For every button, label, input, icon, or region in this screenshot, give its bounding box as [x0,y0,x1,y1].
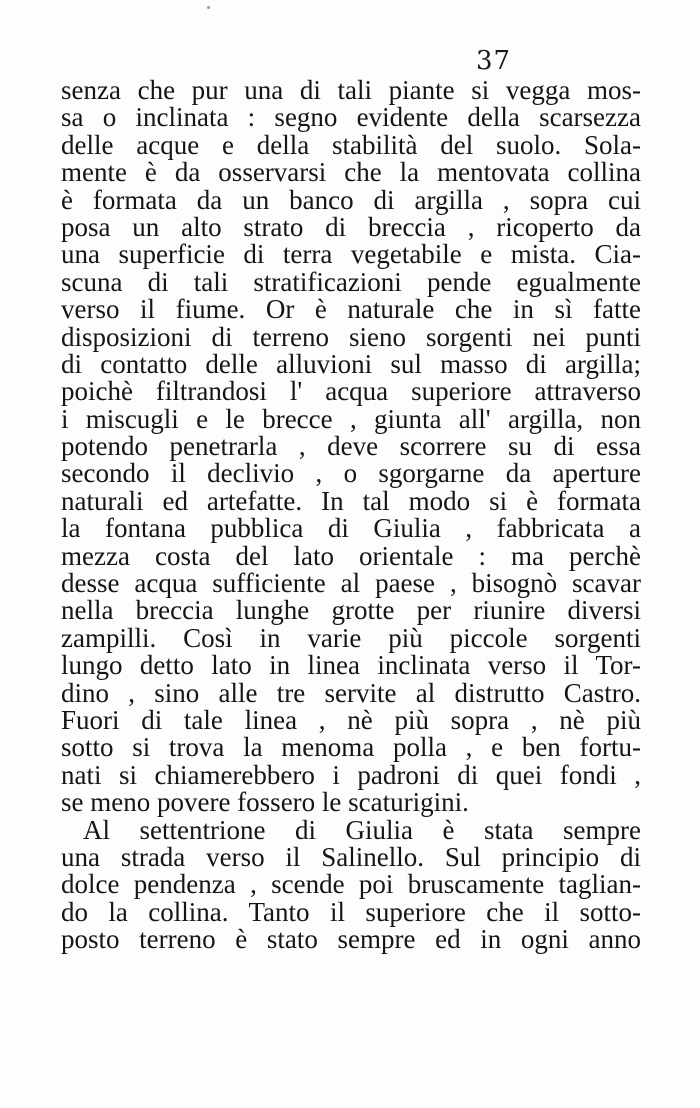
text-line: poichè filtrandosi l' acqua superiore attraverso [61,376,641,407]
text-line: sa o inclinata : segno evidente della scarsezza [61,102,641,133]
text-line: è formata da un banco di argilla , sopra cui [61,184,641,215]
text-line: nella breccia lunghe grotte per riunire diversi [61,595,641,626]
text-line: desse acqua sufficiente al paese , bisognò scavar [61,568,641,599]
page-number: 37 [476,46,512,76]
text-line: una superficie di terra vegetabile e mista. Cia- [61,239,641,270]
text-line: mente è da osservarsi che la mentovata collina [61,157,641,188]
text-line: disposizioni di terreno sieno sorgenti nei punti [61,321,641,352]
text-line: posa un alto strato di breccia , ricoperto da [61,211,641,242]
paragraph-end-line: se meno povere fossero le scaturigini. [61,787,469,818]
text-line: secondo il declivio , o sgorgarne da aperture [61,458,641,489]
text-line: naturali ed artefatte. In tal modo si è formata [61,485,641,516]
text-line: verso il fiume. Or è naturale che in sì fatte [61,294,641,325]
text-line: lungo detto lato in linea inclinata verso il Tor- [61,650,641,681]
text-line: dolce pendenza , scende poi bruscamente taglian- [61,869,641,900]
text-line: nati si chiamerebbero i padroni di quei fondi , [61,759,641,790]
paper-speck [207,6,210,9]
text-line: mezza costa del lato orientale : ma perchè [61,540,641,571]
text-line: do la collina. Tanto il superiore che il sotto- [61,896,641,927]
text-line: senza che pur una di tali piante si vegga mos- [61,75,641,105]
text-line: sotto si trova la menoma polla , e ben fortu- [61,732,641,763]
text-line: Fuori di tale linea , nè più sopra , nè più [61,704,641,735]
text-line: una strada verso il Salinello. Sul principio di [61,841,641,872]
text-line: potendo penetrarla , deve scorrere su di essa [61,431,641,462]
text-line: posto terreno è stato sempre ed in ogni anno [61,924,641,955]
paragraph-start-line: Al settentrione di Giulia è stata sempre [83,814,641,845]
text-line: scuna di tali stratificazioni pende egualmente [61,266,641,297]
text-line: la fontana pubblica di Giulia , fabbricata a [61,513,641,544]
text-line: dino , sino alle tre servite al distrutto Castro. [61,677,641,708]
text-line: delle acque e della stabilità del suolo. Sola- [61,129,641,160]
body-text [61,77,641,954]
text-line: i miscugli e le brecce , giunta all' argilla, non [61,403,641,434]
text-line: zampilli. Così in varie più piccole sorgenti [61,622,641,653]
text-line: di contatto delle alluvioni sul masso di argilla; [61,348,641,379]
